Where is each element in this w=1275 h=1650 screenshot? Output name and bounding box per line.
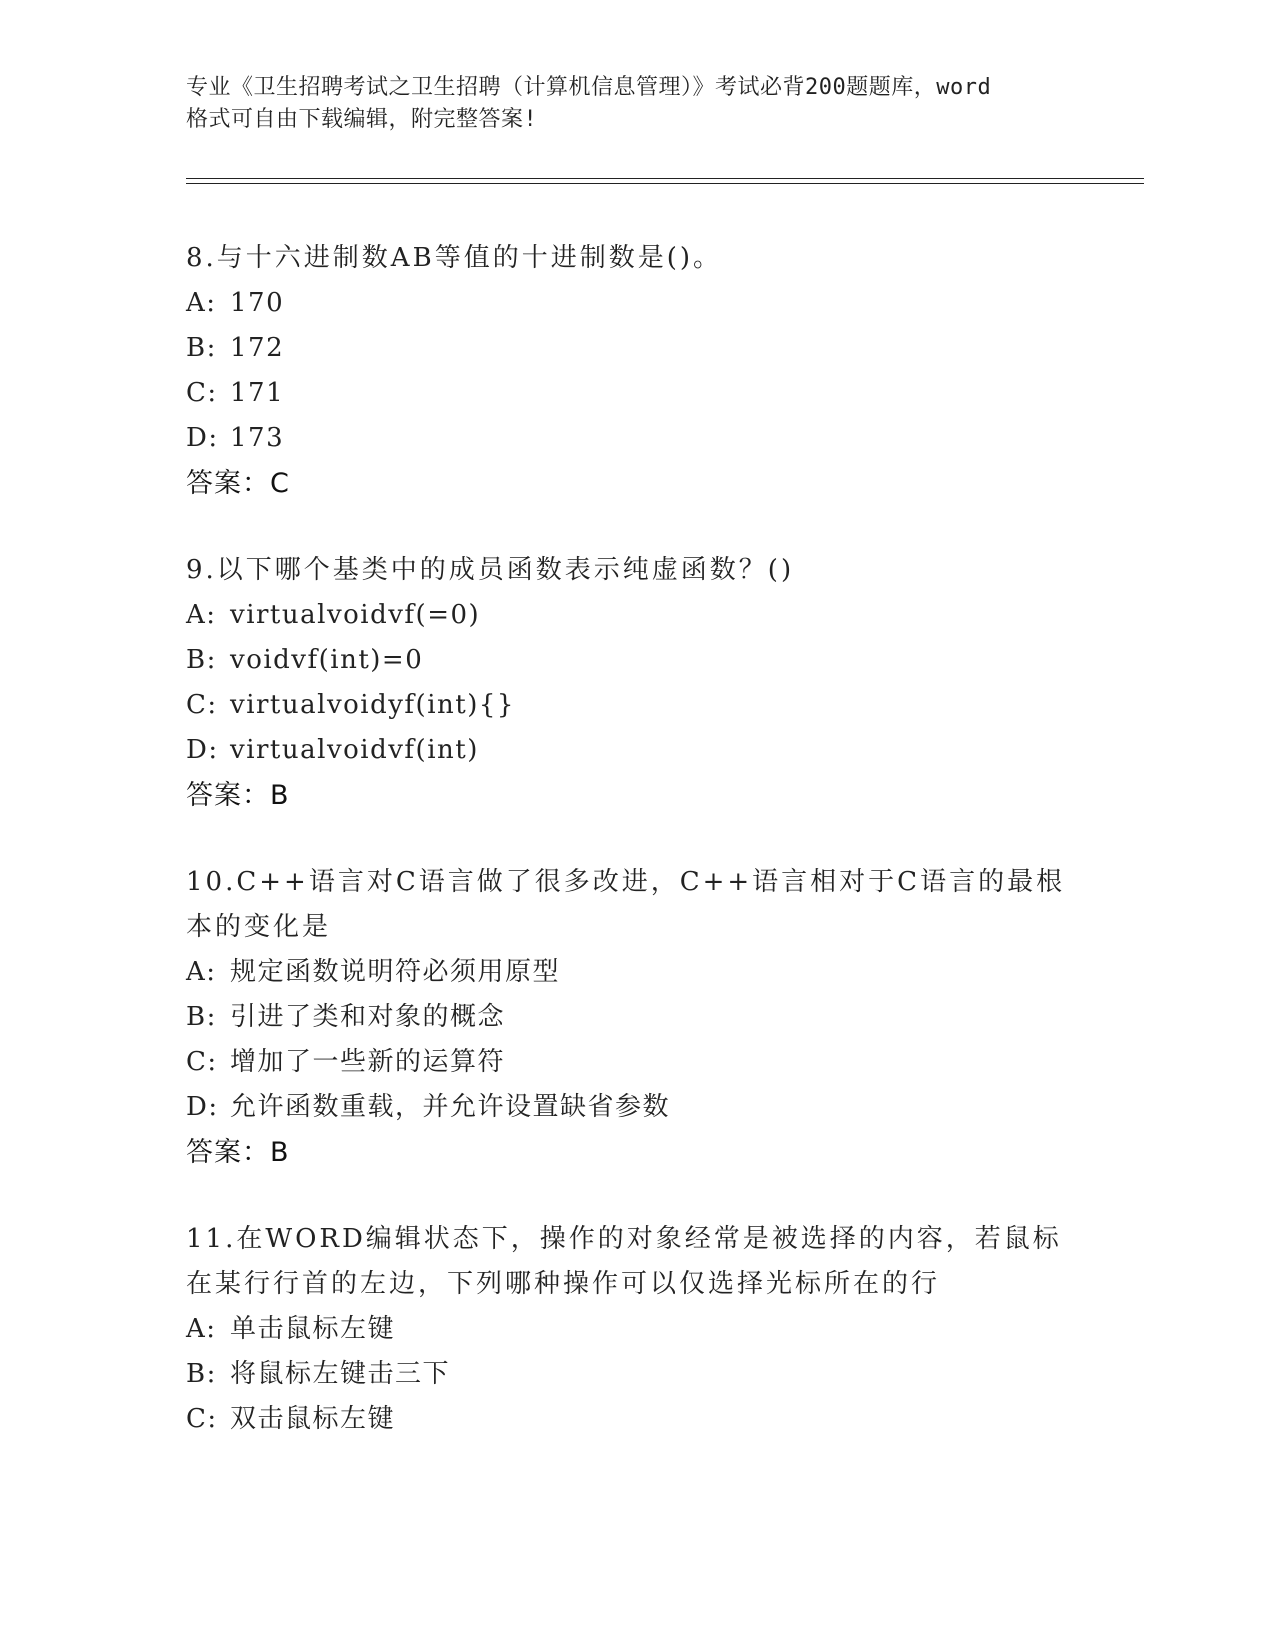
answer-line: 答案：C [186,468,290,499]
question-text: 10.C++语言对C语言做了很多改进，C++语言相对于C语言的最根本的变化是 [186,867,1066,942]
question-list [186,236,1086,1484]
answer-line: 答案：B [186,1137,290,1168]
option-text: virtualvoidvf(=0) [230,600,481,630]
header-line-1: 专业《卫生招聘考试之卫生招聘（计算机信息管理）》考试必背200题题库，word [186,75,992,100]
option-letter: A: [186,288,217,318]
option-a [186,593,1086,638]
option-letter: C: [186,1047,218,1077]
option-letter: B: [186,1359,217,1389]
option-text: 172 [230,333,285,363]
option-text: 将鼠标左键击三下 [230,1359,451,1389]
option-text: 173 [230,423,285,453]
option-b [186,995,1086,1040]
header-divider-bottom [186,183,1144,184]
option-letter: B: [186,1002,217,1032]
option-a [186,950,1086,995]
option-letter: A: [186,957,217,987]
option-text: voidvf(int)=0 [230,645,424,675]
option-letter: B: [186,645,217,675]
option-text: 允许函数重载，并允许设置缺省参数 [230,1092,671,1122]
question-text: 8.与十六进制数AB等值的十进制数是()。 [186,243,722,273]
option-c [186,1040,1086,1085]
option-letter: D: [186,423,219,453]
option-b [186,326,1086,371]
option-d [186,728,1086,773]
option-text: 规定函数说明符必须用原型 [230,957,561,987]
option-d [186,1085,1086,1130]
question-9 [186,548,1086,818]
option-text: 171 [230,378,285,408]
option-text: virtualvoidvf(int) [230,735,479,765]
option-c [186,371,1086,416]
option-letter: C: [186,1404,218,1434]
header-divider-top [186,178,1144,179]
option-b [186,638,1086,683]
option-a [186,281,1086,326]
option-c [186,683,1086,728]
option-letter: A: [186,1314,217,1344]
option-letter: C: [186,378,218,408]
question-11 [186,1217,1086,1442]
option-letter: B: [186,333,217,363]
question-8 [186,236,1086,506]
option-c [186,1397,1086,1442]
answer-line: 答案：B [186,780,290,811]
option-a [186,1307,1086,1352]
option-text: 双击鼠标左键 [230,1404,396,1434]
option-b [186,1352,1086,1397]
option-text: 引进了类和对象的概念 [230,1002,506,1032]
document-header [186,72,1086,136]
header-line-2: 格式可自由下载编辑，附完整答案! [186,107,538,132]
option-letter: C: [186,690,218,720]
question-text: 9.以下哪个基类中的成员函数表示纯虚函数？() [186,555,795,585]
question-text: 11.在WORD编辑状态下，操作的对象经常是被选择的内容，若鼠标在某行行首的左边，下列哪种操作可以仅选择光标所在的行 [186,1224,1062,1299]
option-text: 单击鼠标左键 [230,1314,396,1344]
option-d [186,416,1086,461]
question-10 [186,860,1086,1175]
option-text: 170 [230,288,285,318]
option-text: 增加了一些新的运算符 [230,1047,506,1077]
option-letter: A: [186,600,217,630]
option-text: virtualvoidyf(int){} [230,690,515,720]
option-letter: D: [186,1092,219,1122]
option-letter: D: [186,735,219,765]
